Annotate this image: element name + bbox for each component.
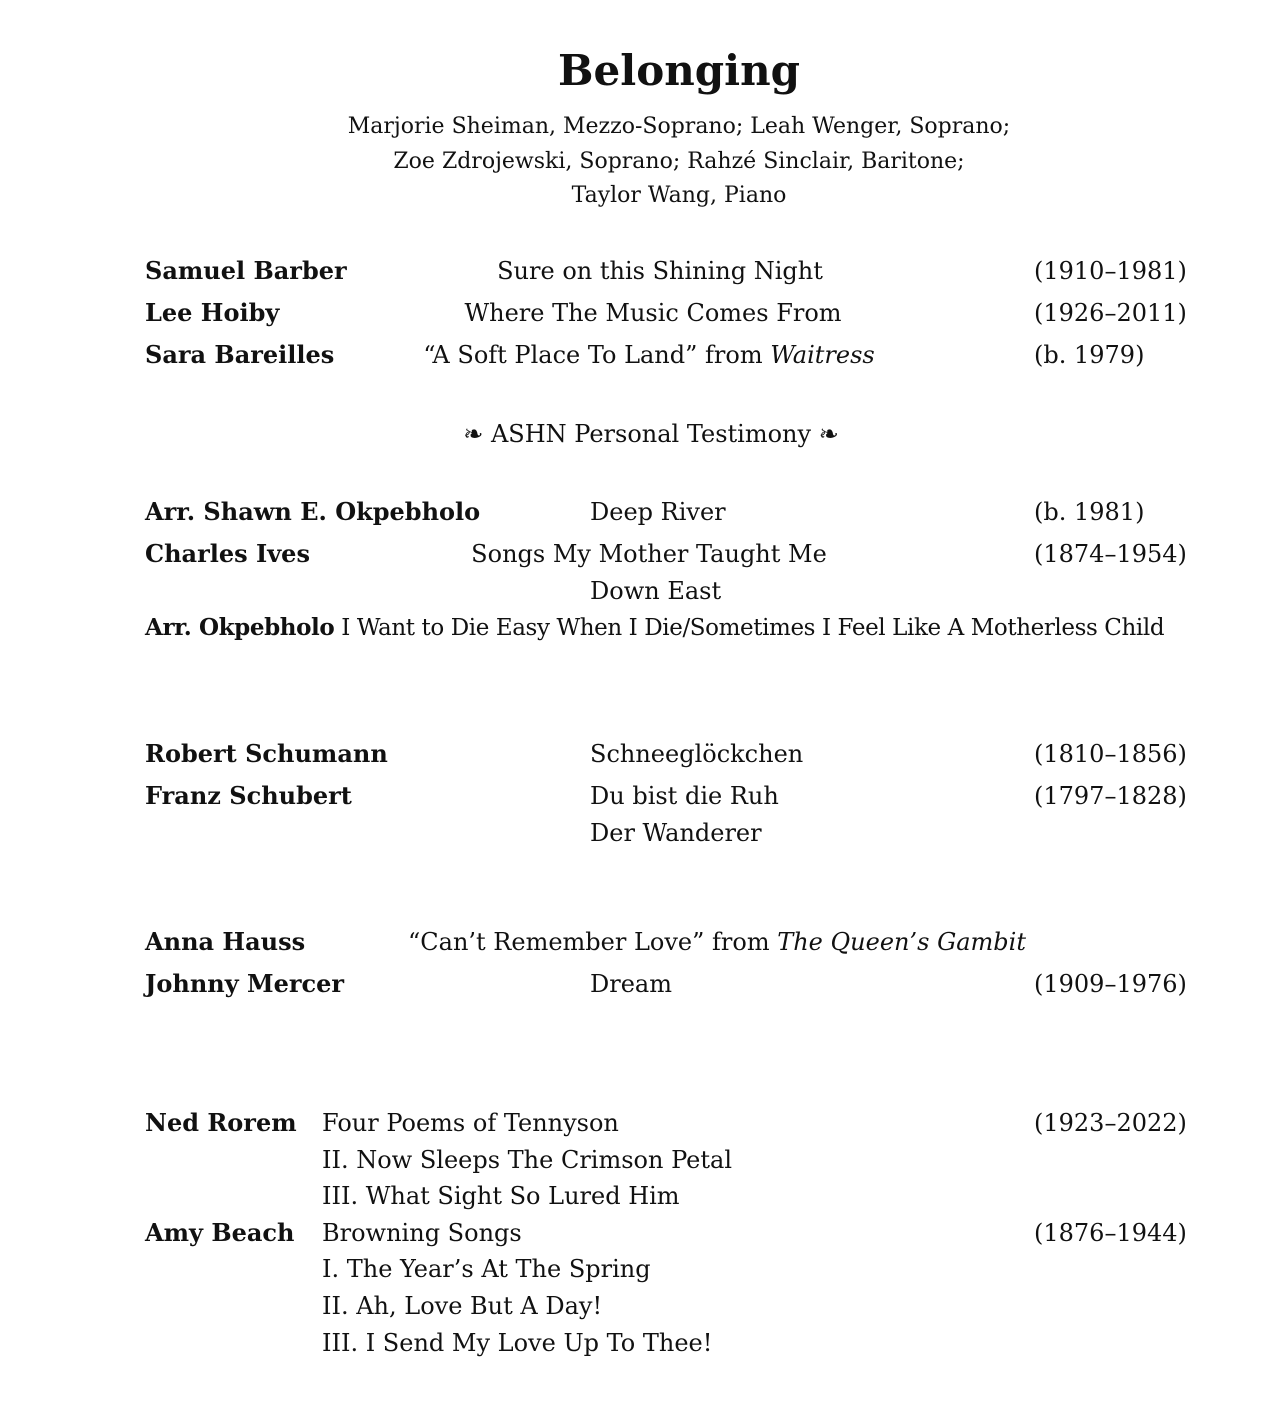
movement: III. I Send My Love Up To Thee! <box>322 1329 713 1357</box>
interlude-text: ASHN Personal Testimony <box>490 420 812 448</box>
performers-line-1: Marjorie Sheiman, Mezzo-Soprano; Leah Wenger, Soprano; <box>347 114 1011 139</box>
movement: II. Now Sleeps The Crimson Petal <box>322 1146 732 1174</box>
work-title <box>408 927 1026 957</box>
composer-years: (1926–2011) <box>1034 299 1187 327</box>
composer-years: (b. 1981) <box>1034 498 1145 526</box>
composer-years: (1874–1954) <box>1034 540 1187 568</box>
composer-years: (1876–1944) <box>1034 1219 1187 1247</box>
composer: Charles Ives <box>145 539 310 568</box>
work-title: Sure on this Shining Night <box>497 257 823 285</box>
work-title: Four Poems of Tennyson <box>322 1109 619 1137</box>
work-title: Where The Music Comes From <box>464 299 842 327</box>
composer: Ned Rorem <box>145 1108 297 1137</box>
work-title-show: Waitress <box>770 341 875 369</box>
work-title: Der Wanderer <box>590 819 762 847</box>
movement: II. Ah, Love But A Day! <box>322 1292 603 1320</box>
work-title <box>423 340 875 370</box>
composer-years: (1810–1856) <box>1034 740 1187 768</box>
composer: Lee Hoiby <box>145 298 280 327</box>
interlude <box>463 419 839 449</box>
program-title: Belonging <box>558 46 800 95</box>
work-title: Du bist die Ruh <box>590 782 779 810</box>
composer: Arr. Okpebholo <box>145 614 335 641</box>
fleuron-icon: ❧ <box>818 420 839 448</box>
composer: Amy Beach <box>145 1218 295 1247</box>
composer: Franz Schubert <box>145 781 352 810</box>
movement: III. What Sight So Lured Him <box>322 1182 680 1210</box>
composer: Sara Bareilles <box>145 340 335 369</box>
movement: I. The Year’s At The Spring <box>322 1255 651 1283</box>
work-title: Songs My Mother Taught Me <box>471 540 827 568</box>
composer-years: (1909–1976) <box>1034 970 1187 998</box>
performers-line-2: Zoe Zdrojewski, Soprano; Rahzé Sinclair, Baritone; <box>393 149 965 174</box>
work-title: Down East <box>590 577 722 605</box>
work-title-show: The Queen’s Gambit <box>777 928 1026 956</box>
composer-years: (1923–2022) <box>1034 1109 1187 1137</box>
work-title: Dream <box>590 970 672 998</box>
work-title: I Want to Die Easy When I Die/Sometimes I Feel Like A Motherless Child <box>341 615 1165 641</box>
composer: Samuel Barber <box>145 256 347 285</box>
performers-line-3: Taylor Wang, Piano <box>571 183 787 208</box>
work-title: Schneeglöckchen <box>590 740 804 768</box>
composer-years: (b. 1979) <box>1034 341 1145 369</box>
composer-work-line <box>145 613 1164 643</box>
composer: Anna Hauss <box>145 927 306 956</box>
composer: Robert Schumann <box>145 739 388 768</box>
composer-years: (1910–1981) <box>1034 257 1187 285</box>
composer: Arr. Shawn E. Okpebholo <box>145 497 481 526</box>
work-title-prefix: “A Soft Place To Land” from <box>423 341 771 369</box>
composer: Johnny Mercer <box>145 969 345 998</box>
work-title: Browning Songs <box>322 1219 522 1247</box>
composer-years: (1797–1828) <box>1034 782 1187 810</box>
fleuron-icon: ❧ <box>463 420 484 448</box>
work-title-prefix: “Can’t Remember Love” from <box>408 928 778 956</box>
work-title: Deep River <box>590 498 726 526</box>
